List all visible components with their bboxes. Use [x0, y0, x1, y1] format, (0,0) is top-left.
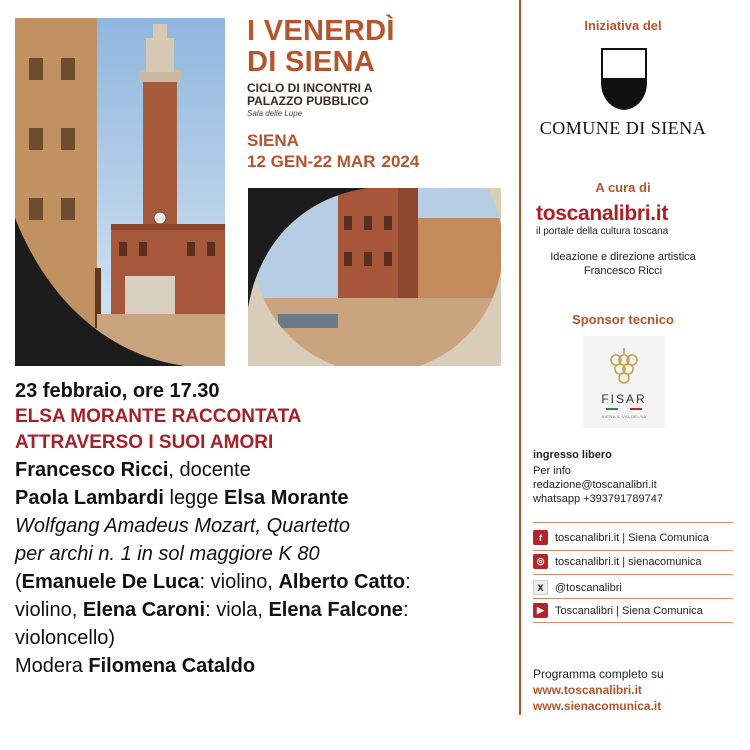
initiative-label: Iniziativa del — [584, 18, 662, 33]
toscanalibri-url[interactable]: www.toscanalibri.it — [533, 683, 642, 697]
social-label: @toscanalibri — [555, 581, 622, 594]
year: 2024 — [381, 152, 420, 171]
social-x[interactable] — [533, 580, 743, 595]
date-range: 12 GEN-22 MAR 2024 — [247, 152, 420, 171]
series-title: I VENERDÌ DI SIENA — [247, 15, 395, 78]
fisar-tagline: SIENA E VALDELSA — [601, 414, 647, 419]
facebook-icon: f — [533, 530, 548, 545]
whatsapp-number[interactable]: whatsapp +393791789747 — [533, 493, 663, 505]
performers-line1: (Emanuele De Luca: violino, Alberto Catto: — [15, 571, 411, 593]
social-facebook[interactable] — [533, 530, 743, 545]
event-details — [15, 378, 515, 680]
sienacomunica-url[interactable]: www.sienacomunica.it — [533, 699, 662, 713]
email-link[interactable]: redazione@toscanalibri.it — [533, 479, 657, 491]
reader: Paola Lambardi legge Elsa Morante — [15, 487, 349, 509]
fisar-name: FISAR — [601, 392, 647, 406]
palazzo-pubblico-photo — [248, 188, 501, 366]
separator — [533, 522, 733, 523]
comune-di-siena-logo: COMUNE DI SIENA — [539, 118, 707, 138]
program-info — [533, 666, 664, 714]
siena-shield-icon — [601, 48, 647, 115]
music-line2: per archi n. 1 in sol maggiore K 80 — [15, 543, 320, 565]
entry-label: ingresso libero — [533, 449, 612, 461]
toscanalibri-logo: toscanalibri.it — [536, 202, 669, 225]
separator — [533, 622, 733, 623]
youtube-icon: ▶ — [533, 603, 548, 618]
social-label: toscanalibri.it | Siena Comunica — [555, 531, 709, 544]
event-title-line1: ELSA MORANTE RACCONTATA — [15, 406, 302, 427]
music-line1: Wolfgang Amadeus Mozart, Quartetto — [15, 515, 350, 537]
italian-flag-stripe — [606, 408, 642, 410]
toscanalibri-tagline: il portale della cultura toscana — [536, 226, 669, 237]
speaker: Francesco Ricci, docente — [15, 459, 251, 481]
city: SIENA — [247, 131, 299, 150]
program-label: Programma completo su — [533, 667, 664, 681]
info-label: Per info — [533, 465, 571, 477]
torre-del-mangia-photo — [15, 18, 225, 366]
social-youtube[interactable] — [533, 603, 743, 618]
separator — [533, 550, 733, 551]
contact-info — [533, 448, 663, 506]
series-subtitle: CICLO DI INCONTRI A PALAZZO PUBBLICO — [247, 81, 373, 108]
performers-line2: violino, Elena Caroni: viola, Elena Falcone: — [15, 599, 409, 621]
artistic-direction: Ideazione e direzione artistica Francesco Ricci — [550, 251, 696, 277]
separator — [533, 598, 733, 599]
instagram-icon: ◎ — [533, 554, 548, 569]
x-icon: X — [533, 580, 548, 595]
performers-line3: violoncello) — [15, 627, 116, 649]
separator — [533, 574, 733, 575]
social-label: Toscanalibri | Siena Comunica — [555, 604, 703, 617]
fisar-logo — [583, 336, 665, 428]
event-title-line2: ATTRAVERSO I SUOI AMORI — [15, 432, 274, 453]
curated-label: A cura di — [595, 180, 651, 195]
sponsor-label: Sponsor tecnico — [572, 312, 674, 327]
event-date: 23 febbraio, ore 17.30 — [15, 380, 220, 402]
social-instagram[interactable] — [533, 554, 743, 569]
moderator: Modera Filomena Cataldo — [15, 655, 256, 677]
venue: Sala delle Lupe — [247, 109, 303, 118]
social-label: toscanalibri.it | sienacomunica — [555, 555, 702, 568]
column-divider — [519, 0, 521, 715]
grapes-icon — [607, 348, 641, 390]
